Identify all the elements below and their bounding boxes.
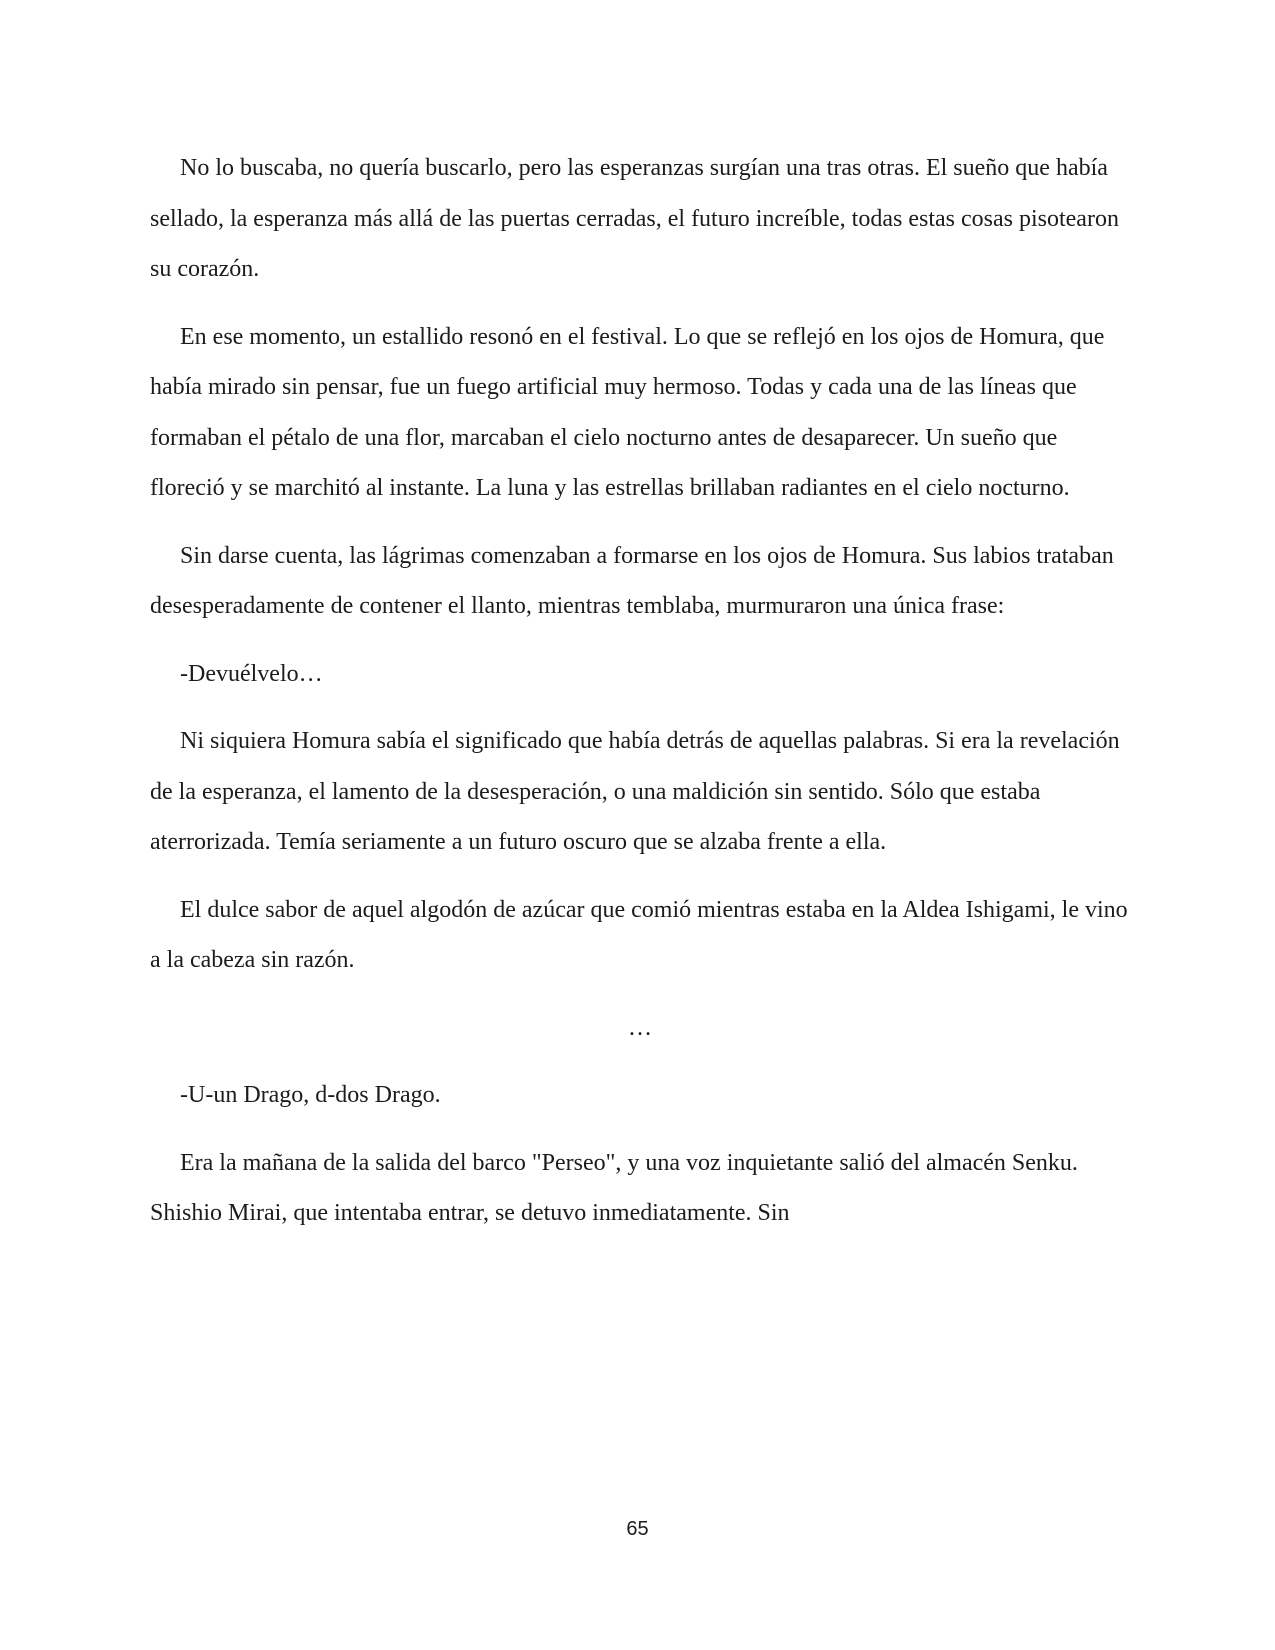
paragraph-5: Ni siquiera Homura sabía el significado que había detrás de aquellas palabras. Si era la revelación de la esperanza, el lamento de la desesperación, o una maldición sin sentido. Sólo que estaba aterrorizada. Temía seriamente a un futuro oscuro que se alzaba frente a ella. — [150, 728, 1120, 855]
paragraph-7: -U-un Drago, d-dos Drago. — [180, 1082, 441, 1108]
paragraph-2: En ese momento, un estallido resonó en el festival. Lo que se reflejó en los ojos de Homura, que había mirado sin pensar, fue un fuego artificial muy hermoso. Todas y cada una de las líneas que formaban el pétalo de una flor, marcaban el cielo nocturno antes de desaparecer. Un sueño que floreció y se marchitó al instante. La luna y las estrellas brillaban radiantes en el cielo nocturno. — [150, 323, 1105, 501]
text-body — [150, 143, 1130, 1256]
scene-break: … — [628, 1014, 652, 1041]
page-number: 65 — [626, 1518, 649, 1540]
paragraph-8: Era la mañana de la salida del barco "Perseo", y una voz inquietante salió del almacén Senku. Shishio Mirai, que intentaba entrar, se detuvo inmediatamente. Sin — [150, 1149, 1078, 1226]
paragraph-6: El dulce sabor de aquel algodón de azúcar que comió mientras estaba en la Aldea Ishigami, le vino a la cabeza sin razón. — [150, 896, 1128, 973]
paragraph-3: Sin darse cuenta, las lágrimas comenzaban a formarse en los ojos de Homura. Sus labios trataban desesperadamente de contener el llanto, mientras temblaba, murmuraron una única frase: — [150, 542, 1114, 619]
paragraph-4: -Devuélvelo… — [180, 660, 323, 687]
paragraph-1: No lo buscaba, no quería buscarlo, pero las esperanzas surgían una tras otras. El sueño que había sellado, la esperanza más allá de las puertas cerradas, el futuro increíble, todas estas cosas pisotearon su corazón. — [150, 155, 1119, 282]
